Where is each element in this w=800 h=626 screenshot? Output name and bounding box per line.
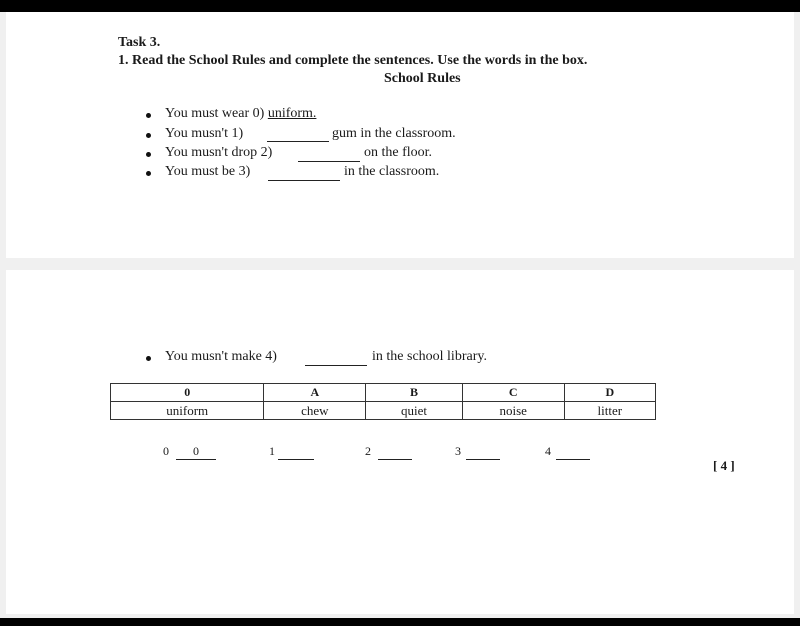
answer-4-num: 4 — [545, 444, 551, 458]
answer-4-value[interactable] — [556, 444, 590, 460]
answer-1-value[interactable] — [278, 444, 314, 460]
worksheet-page-1 — [6, 12, 794, 258]
word-box-letters-row — [111, 384, 656, 402]
word-box-letter: A — [264, 384, 366, 402]
rule-0 — [165, 106, 316, 122]
word-box-letter: C — [462, 384, 564, 402]
word-box — [110, 383, 656, 420]
bullet — [146, 171, 151, 176]
rule-4-text: You musn't make 4) — [165, 349, 277, 364]
answer-3-num: 3 — [455, 444, 461, 458]
rule-2-blank[interactable] — [298, 151, 360, 162]
word-box-word: noise — [462, 402, 564, 420]
word-box-word: litter — [564, 402, 655, 420]
bottom-bar — [0, 618, 800, 626]
word-box-letter: 0 — [111, 384, 264, 402]
bullet — [146, 113, 151, 118]
answer-2-value[interactable] — [378, 444, 412, 460]
rule-0-answer: uniform. — [267, 106, 317, 121]
bullet — [146, 133, 151, 138]
answer-0-num: 0 — [163, 444, 169, 458]
answer-2-num: 2 — [365, 444, 371, 458]
rule-1-after: gum in the classroom. — [332, 126, 456, 141]
word-box-words-row — [111, 402, 656, 420]
rule-3-blank[interactable] — [268, 170, 340, 181]
word-box-word: uniform — [111, 402, 264, 420]
bullet — [146, 356, 151, 361]
rule-0-text: You must wear 0) — [165, 106, 265, 121]
bullet — [146, 152, 151, 157]
rule-4-blank[interactable] — [305, 355, 367, 366]
marks-label: [ 4 ] — [713, 458, 735, 473]
answer-3-value[interactable] — [466, 444, 500, 460]
word-box-letter: B — [366, 384, 463, 402]
answer-1-num: 1 — [269, 444, 275, 458]
rules-heading: School Rules — [384, 71, 461, 86]
task-label: Task 3. — [118, 35, 161, 50]
rule-2-text: You musn't drop 2) — [165, 145, 273, 160]
rule-3-after: in the classroom. — [344, 164, 440, 179]
rule-3-text: You must be 3) — [165, 164, 251, 179]
word-box-word: quiet — [366, 402, 463, 420]
rule-1-text: You musn't 1) — [165, 126, 244, 141]
word-box-letter: D — [564, 384, 655, 402]
word-box-word: chew — [264, 402, 366, 420]
top-bar — [0, 0, 800, 12]
instruction: 1. Read the School Rules and complete the sentences. Use the words in the box. — [118, 53, 588, 68]
rule-2-after: on the floor. — [364, 145, 433, 160]
worksheet-page-2 — [6, 270, 794, 614]
rule-4-after: in the school library. — [372, 349, 487, 364]
answer-0-value[interactable]: 0 — [176, 444, 216, 460]
rule-1-blank[interactable] — [267, 131, 329, 142]
